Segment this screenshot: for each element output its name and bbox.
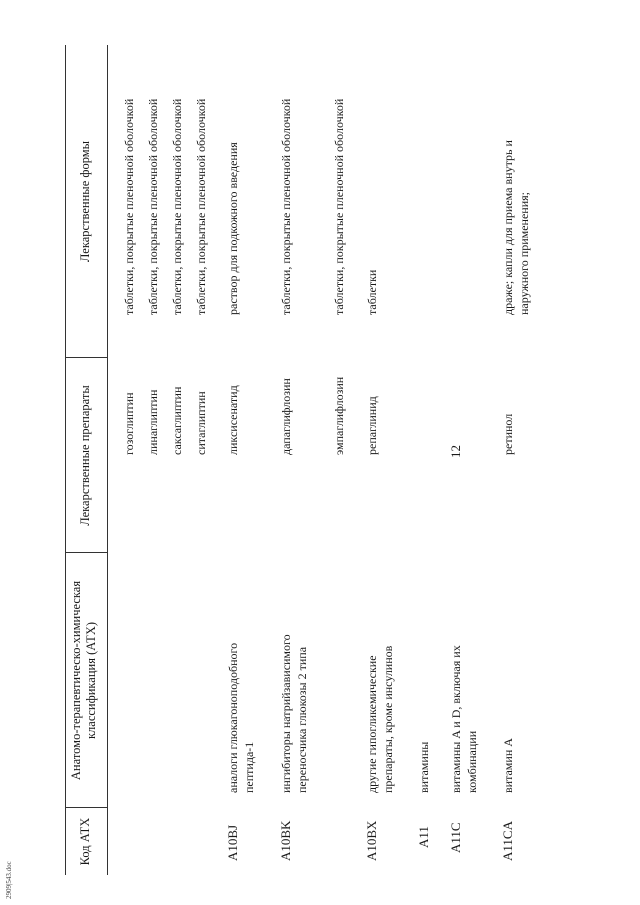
table-header-bottom-rule bbox=[107, 45, 108, 875]
drug-cell: линаглиптин bbox=[146, 389, 160, 455]
atc-name: аналоги глюкагоноподобного пептида-1 bbox=[226, 642, 256, 793]
atc-name: другие гипогликемические препараты, кроме инсулинов bbox=[365, 645, 395, 793]
form-cell: драже; капли для приема внутрь и наружного применения; bbox=[501, 140, 531, 315]
drug-cell: гозоглиптин bbox=[122, 392, 136, 455]
header-atc: Анатомо-терапевтическо-химическая классификация (АТХ) bbox=[69, 580, 98, 781]
atc-code: A11C bbox=[448, 822, 463, 853]
table-header-top-rule bbox=[65, 45, 66, 875]
form-cell: таблетки, покрытые пленочной оболочкой bbox=[122, 98, 136, 315]
header-code: Код АТХ bbox=[78, 817, 92, 866]
atc-name: витамины bbox=[417, 741, 431, 793]
form-cell: таблетки, покрытые пленочной оболочкой bbox=[332, 98, 346, 315]
form-cell: таблетки, покрытые пленочной оболочкой bbox=[146, 98, 160, 315]
atc-code: A10BJ bbox=[225, 824, 240, 861]
form-cell: таблетки bbox=[365, 269, 379, 315]
atc-code: A11 bbox=[416, 826, 431, 848]
atc-name: витамины A и D, включая их комбинации bbox=[449, 645, 479, 793]
form-cell: раствор для подкожного введения bbox=[226, 142, 240, 315]
header-drugs: Лекарственные препараты bbox=[78, 385, 92, 526]
drug-cell: эмпаглифлозин bbox=[332, 376, 346, 455]
drug-cell: ретинол bbox=[501, 413, 515, 455]
atc-name: ингибиторы натрийзависимого переносчика глюкозы 2 типа bbox=[279, 634, 309, 793]
drug-cell: саксаглиптин bbox=[170, 386, 184, 455]
atc-name: витамин A bbox=[501, 738, 515, 793]
page-number: 12 bbox=[448, 445, 463, 458]
footer-filename: 2909|543.doc bbox=[5, 861, 13, 899]
drug-cell: репаглинид bbox=[365, 396, 379, 455]
atc-code: A10BX bbox=[364, 820, 379, 861]
form-cell: таблетки, покрытые пленочной оболочкой bbox=[194, 98, 208, 315]
drug-cell: ликсисенатид bbox=[226, 385, 240, 455]
drug-cell: ситаглиптин bbox=[194, 391, 208, 455]
atc-code: A11CA bbox=[500, 821, 515, 861]
header-forms: Лекарственные формы bbox=[78, 140, 92, 263]
form-cell: таблетки, покрытые пленочной оболочкой bbox=[279, 98, 293, 315]
atc-code: A10BK bbox=[278, 820, 293, 861]
drug-cell: дапаглифлозин bbox=[279, 378, 293, 455]
form-cell: таблетки, покрытые пленочной оболочкой bbox=[170, 98, 184, 315]
